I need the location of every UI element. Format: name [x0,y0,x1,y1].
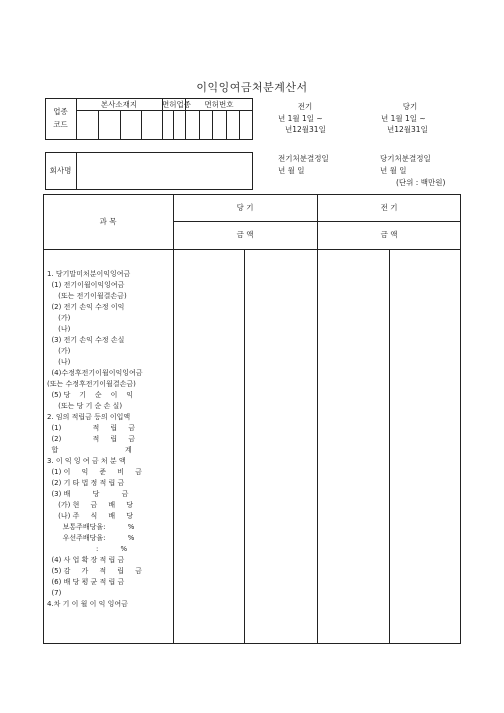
curr-period-label: 당기 [402,102,418,111]
prev-period-start: 년 1월 1일 ~ [278,114,323,123]
list-item: (4) 사 업 확 장 적 립 금 [47,556,125,564]
list-item: (가) [47,314,71,322]
code-cell[interactable] [99,111,119,139]
list-item: 보통주배당율: % [47,523,135,531]
license-number-header: 면허번호 [204,100,234,109]
list-item: (2) 전기 손익 수정 이익 [47,303,125,311]
list-item: 2. 임의 적립금 등의 이입액 [47,413,131,421]
code-cell[interactable] [121,111,140,139]
list-item: (나) [47,325,71,333]
prev-decision-date-label: 전기처분결정일 [278,154,329,163]
code-cell[interactable] [142,111,161,139]
company-name-field[interactable] [77,153,252,189]
list-item: (2) 기 타 법 정 적 립 금 [47,479,125,487]
list-item: (1) 전기이월이익잉여금 [47,281,125,289]
list-item: (또는 전기이월결손금) [47,292,127,300]
code-cell[interactable] [77,111,97,139]
code-cell[interactable] [213,111,225,139]
list-item: (4)수정후전기이월이익잉여금 [47,369,143,377]
code-cell[interactable] [227,111,238,139]
list-item: (3) 배 당 금 [47,490,129,498]
code-cell[interactable] [200,111,211,139]
curr-period-end: 년12월31일 [387,125,428,134]
list-item: (5) 감 가 적 립 금 [47,567,142,575]
list-item: 1. 당기말미처분이익잉여금 [47,270,131,278]
previous-amount-column-2[interactable] [390,250,460,643]
subject-header: 과 목 [99,217,117,226]
previous-period-header: 전 기 [380,203,398,212]
license-type-header: 면허업종 [162,100,191,109]
curr-decision-date: 년 월 일 [380,166,407,175]
list-item: (나) 주 식 배 당 [47,512,133,520]
list-item: (또는 당 기 순 손 실) [47,402,123,410]
code-cell[interactable] [240,111,252,139]
code-cell[interactable] [163,111,172,139]
current-amount-column-1[interactable] [174,250,243,643]
list-item: (5) 당 기 순 이 익 [47,391,134,399]
list-item: 우선주배당율: % [47,534,135,542]
company-name-label: 회사명 [49,166,72,175]
list-item: (가) [47,347,71,355]
code-cell[interactable] [174,111,184,139]
list-item: 합 계 [47,446,132,454]
list-item: 4.차 기 이 월 이 익 잉여금 [47,600,128,608]
code-cell[interactable] [186,111,198,139]
list-item: (가) 현 금 배 당 [47,501,133,509]
prev-period-end: 년12월31일 [285,125,326,134]
curr-period-start: 년 1월 1일 ~ [381,114,426,123]
prev-decision-date: 년 월 일 [278,166,305,175]
list-item: (나) [47,358,71,366]
list-item: (6) 배 당 평 균 적 립 금 [47,578,125,586]
list-item: (3) 전기 손익 수정 손실 [47,336,125,344]
page-title: 이익잉여금처분계산서 [196,81,308,94]
subject-list [47,270,173,620]
list-item: (1) 적 립 금 [47,424,136,432]
current-amount-column-2[interactable] [245,250,316,643]
previous-amount-column-1[interactable] [318,250,388,643]
unit-label: (단위 : 백만원) [396,178,446,187]
list-item: (1) 이 익 준 비 금 [47,468,142,476]
prev-period-label: 전기 [297,102,313,111]
previous-amount-header: 금 액 [380,230,398,239]
hq-location-header: 본사소재지 [100,100,138,109]
industry-code-label: 업종 코드 [53,107,68,129]
current-period-header: 당 기 [236,203,254,212]
curr-decision-date-label: 당기처분결정일 [380,154,431,163]
list-item: : % [47,545,128,553]
list-item: 3. 이 익 잉 여 금 처 분 액 [47,457,126,465]
list-item: (2) 적 립 금 [47,435,136,443]
current-amount-header: 금 액 [236,230,254,239]
list-item: (7) [47,589,62,597]
list-item: (또는 수정후전기이월결손금) [47,380,136,388]
